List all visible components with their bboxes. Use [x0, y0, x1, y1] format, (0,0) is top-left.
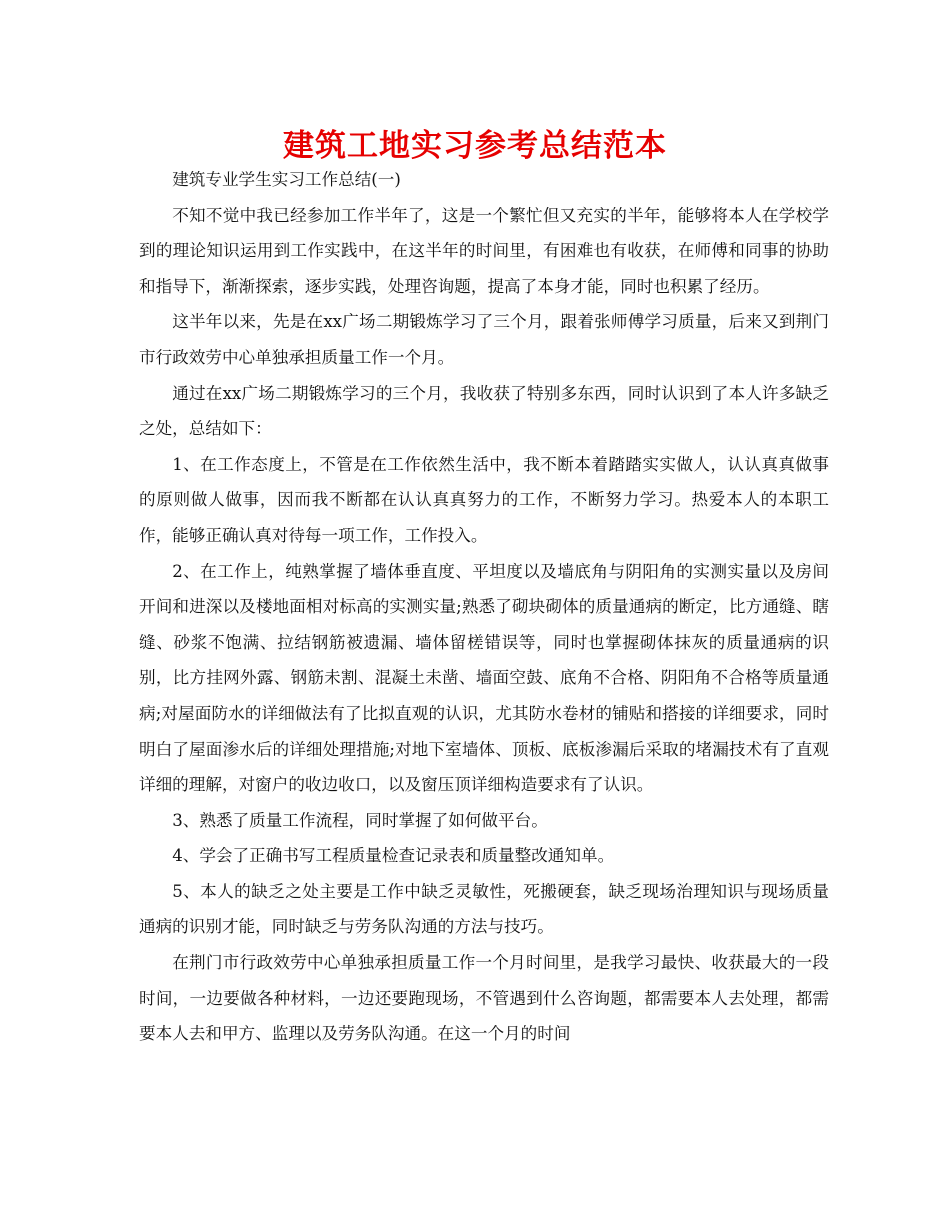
list-item-3: 3、熟悉了质量工作流程，同时掌握了如何做平台。 — [172, 810, 548, 830]
section-heading: 建筑专业学生实习工作总结(一) — [172, 170, 401, 189]
paragraph-jingmen: 在荆门市行政效劳中心单独承担质量工作一个月时间里，是我学习最快、收获最大的一段时间，一边要做各种材料，一边还要跑现场，不管遇到什么咨询题，都需要本人去处理，都需要本人去和甲方、监理以及劳务队沟通。在这一个月的时间 — [139, 953, 829, 1044]
document-body — [139, 162, 829, 1052]
paragraph-summary-lead: 通过在xx广场二期锻炼学习的三个月，我收获了特别多东西，同时认识到了本人许多缺乏之处，总结如下： — [139, 383, 829, 439]
list-item-2: 2、在工作上，纯熟掌握了墙体垂直度、平坦度以及墙底角与阴阳角的实测实量以及房间开间和进深以及楼地面相对标高的实测实量;熟悉了砌块砌体的质量通病的断定，比方通缝、瞎缝、砂浆不饱满、拉结钢筋被遗漏、墙体留槎错误等，同时也掌握砌体抹灰的质量通病的识别，比方挂网外露、钢筋未割、混凝土未凿、墙面空鼓、底角不合格、阴阳角不合格等质量通病;对屋面防水的详细做法有了比拟直观的认识，尤其防水卷材的铺贴和搭接的详细要求，同时明白了屋面渗水后的详细处理措施;对地下室墙体、顶板、底板渗漏后采取的堵漏技术有了直观详细的理解，对窗户的收边收口，以及窗压顶详细构造要求有了认识。 — [139, 561, 829, 795]
paragraph-overview: 这半年以来，先是在xx广场二期锻炼学习了三个月，跟着张师傅学习质量，后来又到荆门市行政效劳中心单独承担质量工作一个月。 — [139, 312, 829, 367]
list-item-5: 5、本人的缺乏之处主要是工作中缺乏灵敏性，死搬硬套，缺乏现场治理知识与现场质量通病的识别才能，同时缺乏与劳务队沟通的方法与技巧。 — [139, 881, 829, 937]
paragraph-intro: 不知不觉中我已经参加工作半年了，这是一个繁忙但又充实的半年，能够将本人在学校学到的理论知识运用到工作实践中，在这半年的时间里，有困难也有收获，在师傅和同事的协助和指导下，渐渐探索，逐步实践，处理咨询题，提高了本身才能，同时也积累了经历。 — [139, 205, 829, 296]
list-item-4: 4、学会了正确书写工程质量检查记录表和质量整改通知单。 — [172, 846, 615, 866]
document-title: 建筑工地实习参考总结范本 — [283, 128, 667, 164]
list-item-1: 1、在工作态度上，不管是在工作依然生活中，我不断本着踏踏实实做人，认认真真做事的原则做人做事，因而我不断都在认认真真努力的工作，不断努力学习。热爱本人的本职工作，能够正确认真对待每一项工作，工作投入。 — [139, 454, 829, 545]
